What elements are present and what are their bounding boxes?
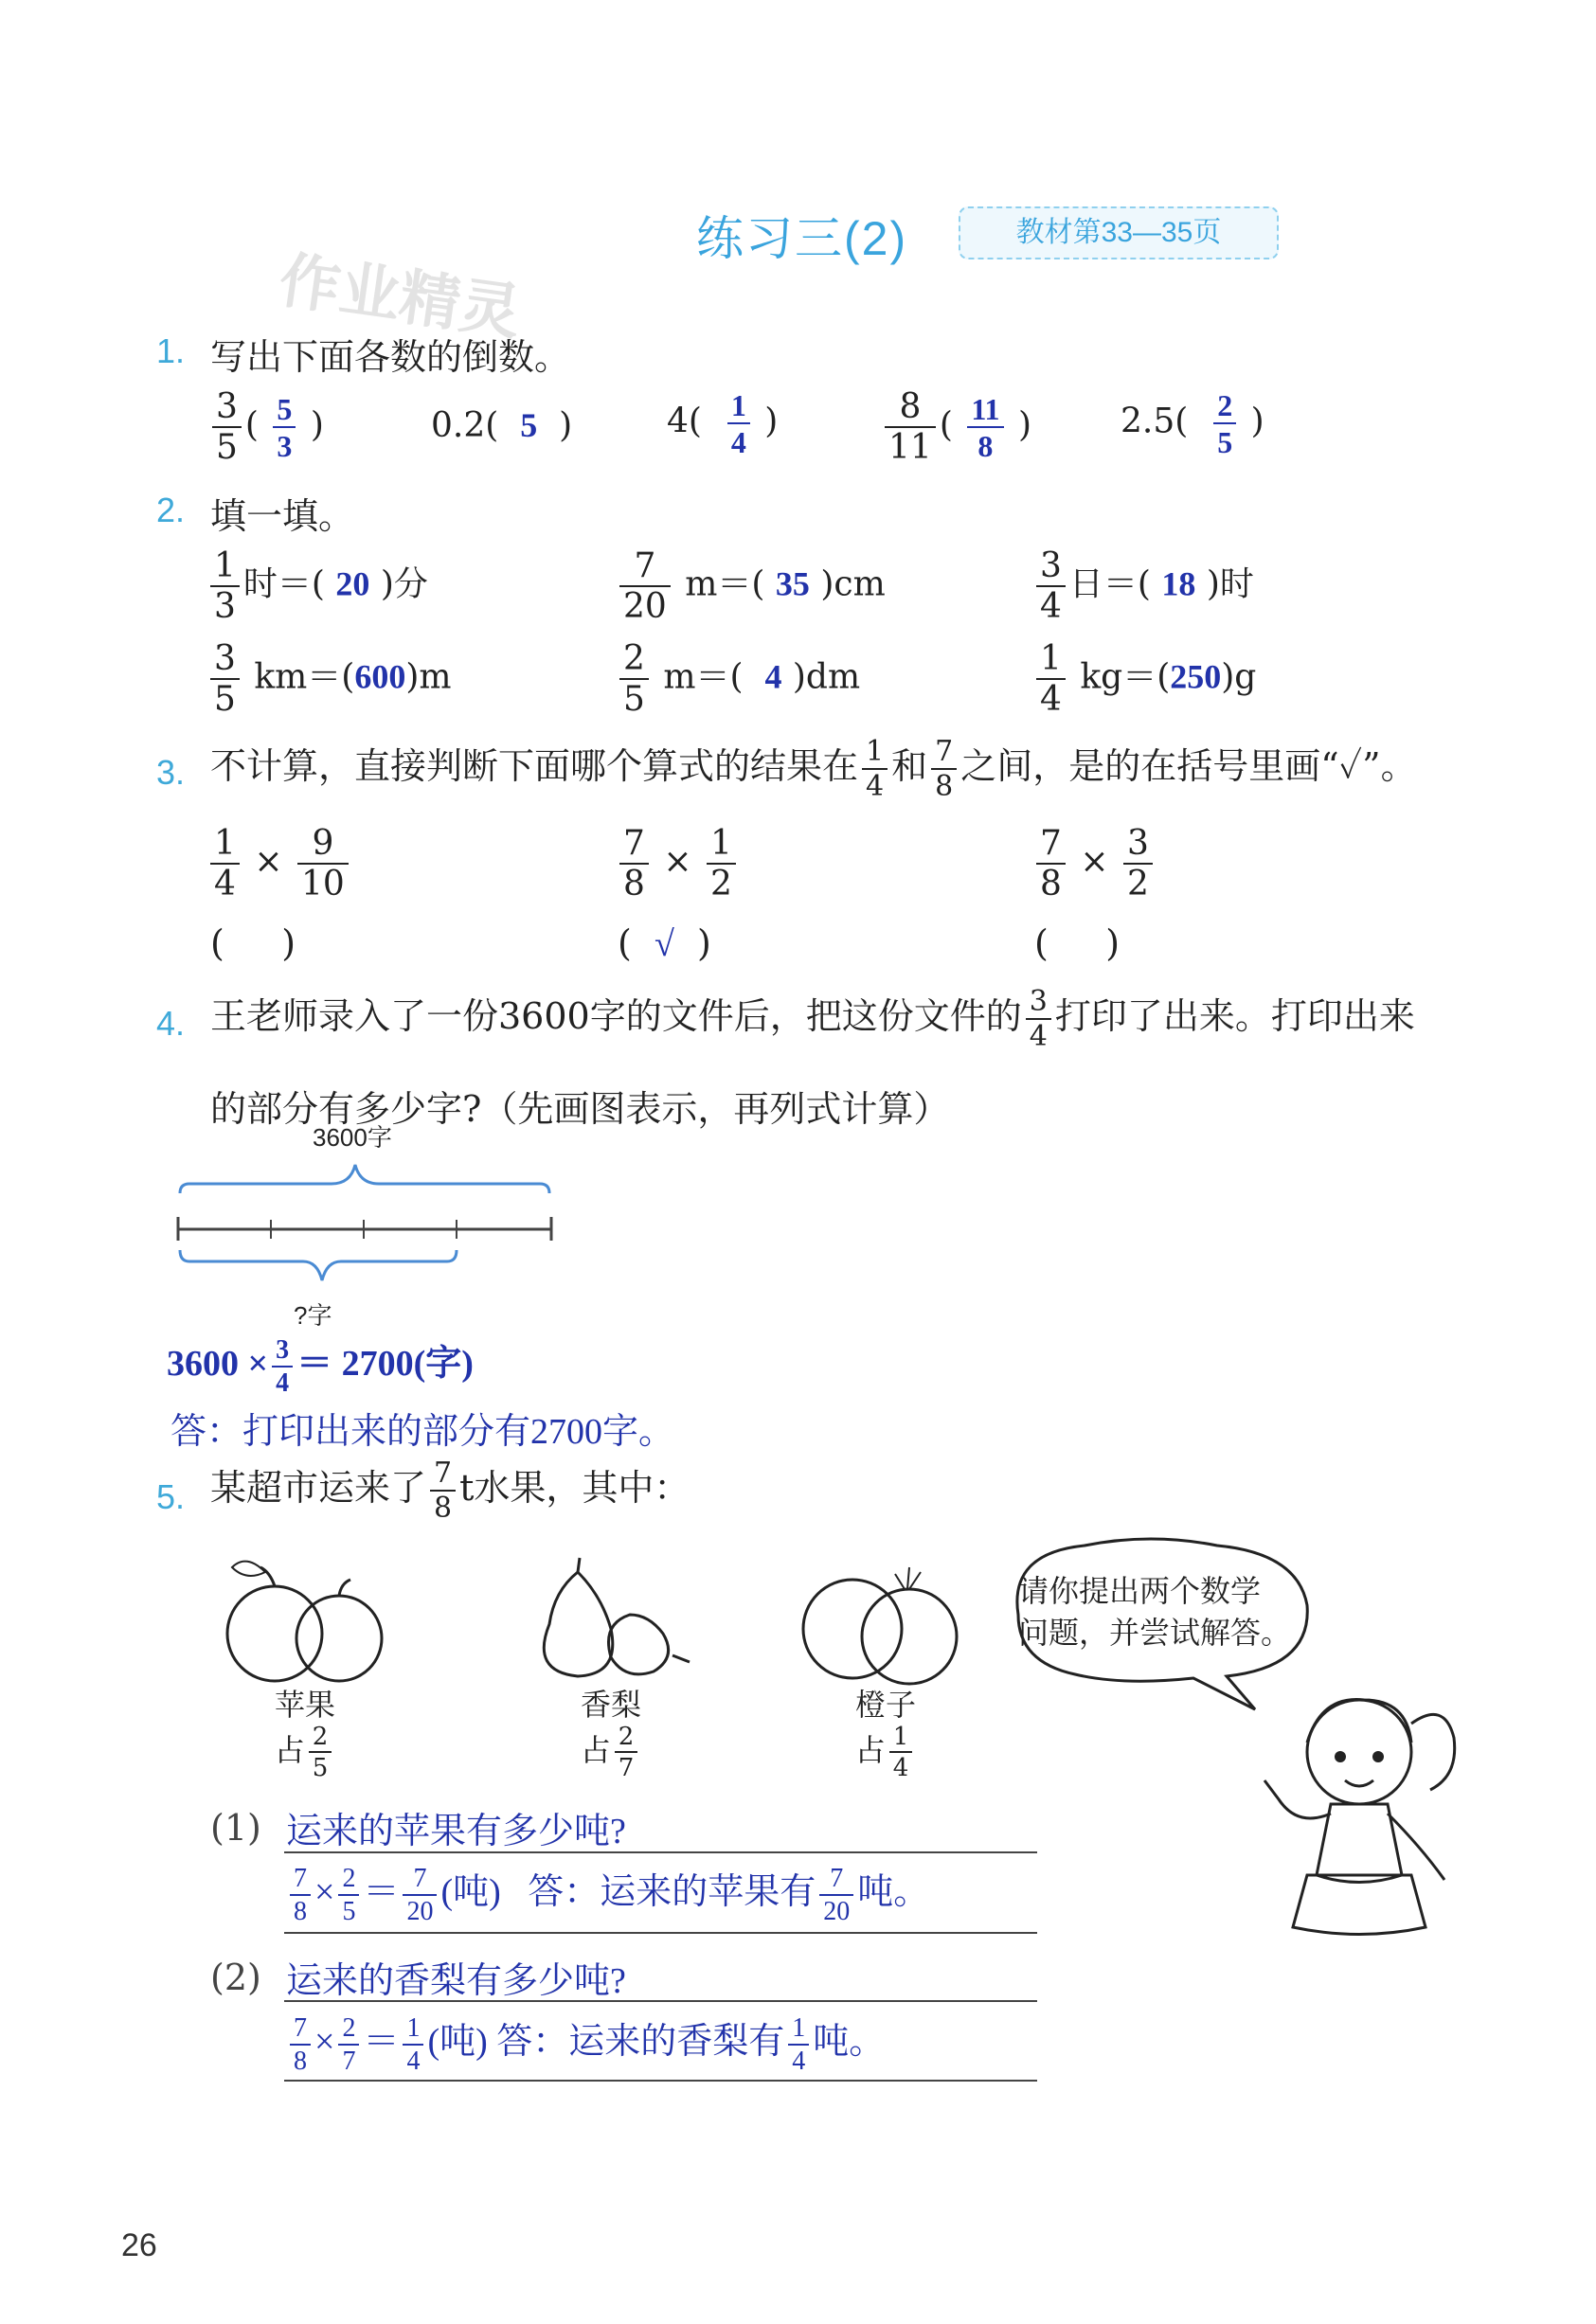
fruit-apple: 苹果 占 $\frac{2}{5}$	[274, 1687, 335, 1782]
q5-sub1-line-2	[284, 1932, 1037, 1934]
q3-text: 不计算，直接判断下面哪个算式的结果在 $\frac{1}{4}$ 和 $\frac{7}{8}$ 之间，是的在括号里画“✓”。	[210, 735, 1417, 803]
bottom-brace	[180, 1250, 457, 1280]
q5-text: 某超市运来了 $\frac{7}{8}$ t水果，其中：	[210, 1457, 690, 1525]
q2-r1-c1: $\frac{1}{3}$ 时＝( 20 )分	[206, 549, 428, 624]
girl-icon	[1250, 1686, 1468, 1951]
q2-r2-c1: $\frac{3}{5}$ km＝(600)m	[206, 642, 452, 717]
orange-icon	[796, 1553, 976, 1686]
q2-number: 2.	[156, 491, 186, 529]
q2-r1-c2: $\frac{7}{20}$ m＝( 35 )cm	[616, 549, 886, 624]
q4-text-2: 的部分有多少字?（先画图表示，再列式计算）	[210, 1088, 950, 1130]
q5-sub1-line-1	[284, 1851, 1037, 1853]
q5-sub2-solution: $\frac{7}{8}$ × $\frac{2}{7}$ ＝ $\frac{1}{4}$ (吨) 答：运来的香梨有 $\frac{1}{4}$ 吨。	[286, 2011, 885, 2075]
q3-expr-1: $\frac{1}{4}$ × $\frac{9}{10}$	[206, 827, 352, 902]
q1-item-5: 2.5( $\frac{2}{5}$ )	[1121, 388, 1264, 459]
q3-expr-3: $\frac{7}{8}$ × $\frac{3}{2}$	[1032, 827, 1157, 902]
q3-bracket-1: ( )	[210, 922, 296, 964]
q4-calculation: 3600 × $\frac{3}{4}$ ＝ 2700(字)	[167, 1334, 474, 1398]
q5-sub1-solution: $\frac{7}{8}$ × $\frac{2}{5}$ ＝ $\frac{7}{20}$ (吨) 答：运来的苹果有 $\frac{7}{20}$ 吨。	[286, 1862, 929, 1925]
q3-bracket-3: ( )	[1034, 922, 1121, 964]
fruit-orange: 橙子 占 $\frac{1}{4}$	[854, 1687, 916, 1782]
q1-item-4: $\frac{8}{11}$ ( $\frac{11}{8}$ )	[881, 390, 1031, 465]
apple-icon	[218, 1553, 398, 1686]
diagram-total-label: 3600字	[313, 1123, 392, 1152]
pear-icon	[521, 1553, 701, 1686]
page-number: 26	[121, 2227, 157, 2263]
q5-sub1-label: (1)	[210, 1807, 261, 1849]
q1-number: 1.	[156, 331, 186, 370]
q1-item-2: 0.2( 5 )	[431, 406, 573, 445]
q4-answer: 答：打印出来的部分有2700字。	[170, 1412, 675, 1452]
q5-sub2-question: 运来的香梨有多少吨?	[286, 1961, 626, 2001]
diagram-unknown-label: ?字	[294, 1301, 332, 1330]
q3-expr-2: $\frac{7}{8}$ × $\frac{1}{2}$	[616, 827, 740, 902]
page-title: 练习三(2)	[696, 212, 908, 265]
q5-sub1-question: 运来的苹果有多少吨?	[286, 1812, 626, 1851]
q1-text: 写出下面各数的倒数。	[210, 336, 571, 378]
q4-number: 4.	[156, 1004, 186, 1043]
q4-segment-diagram	[161, 1117, 578, 1345]
q3-number: 3.	[156, 753, 186, 792]
speech-bubble-text: 请你提出两个数学 问题，并尝试解答。	[1018, 1573, 1292, 1651]
q2-r2-c3: $\frac{1}{4}$ kg＝(250)g	[1032, 642, 1256, 717]
top-brace	[180, 1165, 549, 1193]
q5-number: 5.	[156, 1477, 186, 1516]
q1-item-3: 4( $\frac{1}{4}$ )	[667, 388, 779, 459]
q5-sub2-line-1	[284, 2000, 1037, 2002]
textbook-page-tag: 教材第33—35页	[959, 206, 1279, 259]
q3-bracket-2: ( √ )	[618, 922, 711, 964]
watermark: 作业精灵	[275, 245, 526, 348]
q5-sub2-line-2	[284, 2080, 1037, 2082]
q5-sub2-label: (2)	[210, 1957, 261, 1998]
q2-text: 填一填。	[210, 495, 355, 537]
q1-item-1: $\frac{3}{5}$ ( $\frac{5}{3}$ )	[208, 390, 324, 465]
fruit-pear: 香梨 占 $\frac{2}{7}$	[580, 1687, 641, 1782]
q4-text-1: 王老师录入了一份3600字的文件后，把这份文件的 $\frac{3}{4}$ 打印了出来。打印出来	[210, 985, 1415, 1053]
q2-r1-c3: $\frac{3}{4}$ 日＝( 18 )时	[1032, 549, 1254, 624]
q2-r2-c2: $\frac{2}{5}$ m＝( 4 )dm	[616, 642, 860, 717]
